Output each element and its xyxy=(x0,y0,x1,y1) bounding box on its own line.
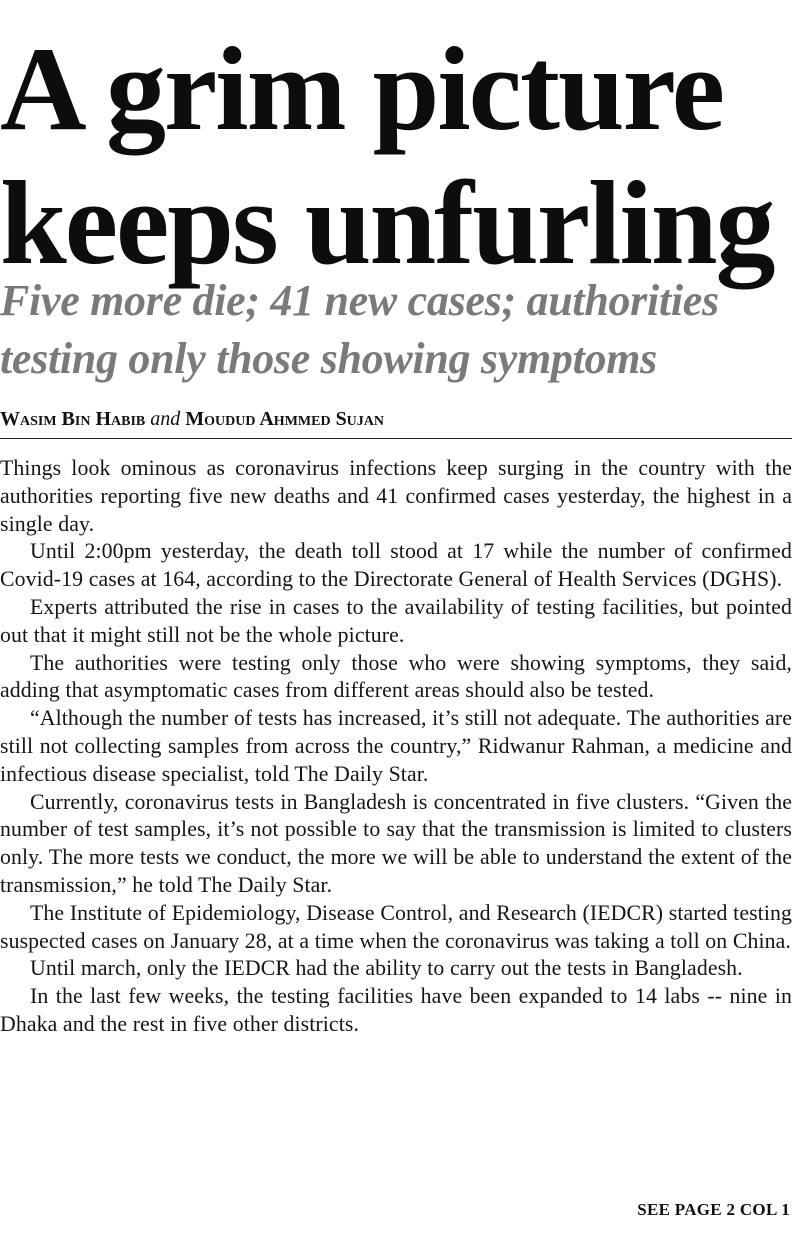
subheadline-line-2: testing only those showing symptoms xyxy=(0,334,657,383)
body-paragraph-3: Experts attributed the rise in cases to the availability of testing facilities, but pointed out that it might still not be the whole picture. xyxy=(0,594,792,647)
byline xyxy=(0,405,792,433)
subheadline-line-1: Five more die; 41 new cases; authorities xyxy=(0,276,719,325)
body-paragraph-9: In the last few weeks, the testing facilities have been expanded to 14 labs -- nine in Dhaka and the rest in five other districts. xyxy=(0,984,792,1036)
body-paragraph-8: Until march, only the IEDCR had the ability to carry out the tests in Bangladesh. xyxy=(30,956,743,981)
byline-divider xyxy=(0,438,792,439)
continuation-link[interactable]: SEE PAGE 2 COL 1 xyxy=(637,1200,790,1219)
byline-conjunction: and xyxy=(150,408,181,430)
subheadline xyxy=(0,272,792,388)
body-paragraph-7: The Institute of Epidemiology, Disease Control, and Research (IEDCR) started testing suspected cases on January 28, at a time when the coronavirus was taking a toll on China. xyxy=(0,900,792,953)
body-paragraph-1: Things look ominous as coronavirus infections keep surging in the country with the authorities reporting five new deaths and 41 confirmed cases yesterday, the highest in a single day. xyxy=(0,456,792,536)
headline-line-1: A grim picture xyxy=(0,22,723,155)
body-paragraph-2: Until 2:00pm yesterday, the death toll stood at 17 while the number of confirmed Covid-19 cases at 164, according to the Directorate General of Health Services (DGHS). xyxy=(0,539,792,592)
headline-line-2: keeps unfurling xyxy=(0,156,774,289)
byline-author-2: Moudud Ahmmed Sujan xyxy=(185,408,385,430)
headline xyxy=(0,22,792,290)
body-paragraph-5: “Although the number of tests has increased, it’s still not adequate. The authorities are still not collecting samples from across the country,” Ridwanur Rahman, a medicine and infectious disease specialist, told The Daily Star. xyxy=(0,706,792,786)
byline-author-1: Wasim Bin Habib xyxy=(0,408,146,430)
body-paragraph-4: The authorities were testing only those who were showing symptoms, they said, adding that asymptomatic cases from different areas should also be tested. xyxy=(0,650,792,703)
body-paragraph-6: Currently, coronavirus tests in Bangladesh is concentrated in five clusters. “Given the number of test samples, it’s not possible to say that the transmission is limited to clusters only. The more tests we conduct, the more we will be able to understand the extent of the transmission,” he told The Daily Star. xyxy=(0,789,792,897)
article-body xyxy=(0,455,792,1039)
